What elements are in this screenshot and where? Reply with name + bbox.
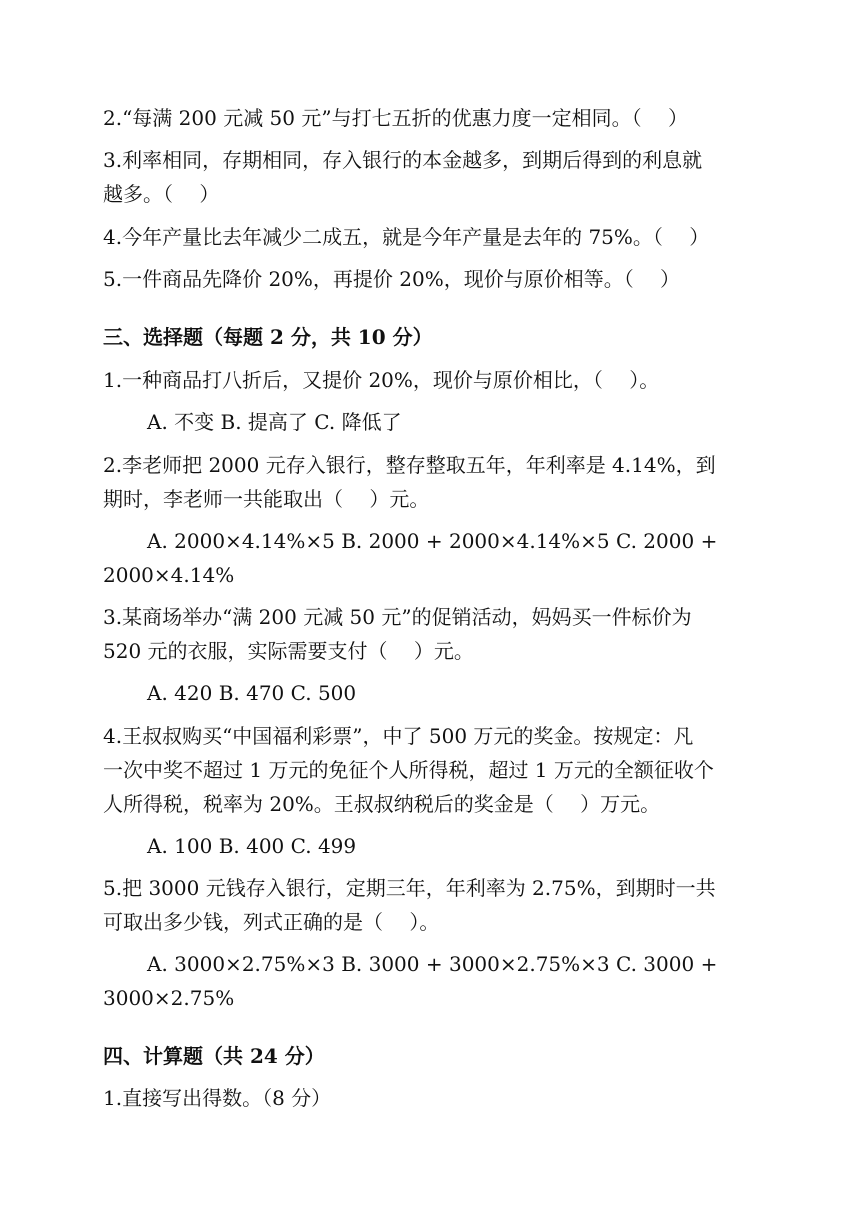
section-4-title: 四、计算题（共 24 分） (103, 1044, 325, 1068)
choice-question-4-line-2: 一次中奖不超过 1 万元的免征个人所得税，超过 1 万元的全额征收个 (103, 758, 714, 782)
judgement-question-4: 4.今年产量比去年减少二成五，就是今年产量是去年的 75%。（ ） (103, 225, 710, 249)
choice-question-2-options-line-1: A. 2000×4.14%×5 B. 2000 + 2000×4.14%×5 C. 2000 + (147, 529, 718, 553)
choice-question-4-line-1: 4.王叔叔购买“中国福利彩票”，中了 500 万元的奖金。按规定：凡 (103, 724, 694, 748)
section-3-title: 三、选择题（每题 2 分，共 10 分） (103, 325, 433, 349)
choice-question-2-line-2: 期时，李老师一共能取出（ ）元。 (103, 487, 430, 511)
choice-question-4-options: A. 100 B. 400 C. 499 (147, 834, 357, 858)
choice-question-2-line-1: 2.李老师把 2000 元存入银行，整存整取五年，年利率是 4.14%，到 (103, 453, 716, 477)
choice-question-3-line-1: 3.某商场举办“满 200 元减 50 元”的促销活动，妈妈买一件标价为 (103, 605, 692, 629)
judgement-question-3-line-1: 3.利率相同，存期相同，存入银行的本金越多，到期后得到的利息就 (103, 148, 703, 172)
choice-question-5-line-2: 可取出多少钱，列式正确的是（ ）。 (103, 910, 440, 934)
choice-question-5-options-line-1: A. 3000×2.75%×3 B. 3000 + 3000×2.75%×3 C. 3000 + (147, 952, 718, 976)
judgement-question-2: 2.“每满 200 元减 50 元”与打七五折的优惠力度一定相同。（ ） (103, 106, 688, 130)
judgement-question-3-line-2: 越多。（ ） (103, 182, 220, 206)
choice-question-2-options-line-2: 2000×4.14% (103, 563, 235, 587)
choice-question-1: 1.一种商品打八折后，又提价 20%，现价与原价相比，（ ）。 (103, 368, 660, 392)
choice-question-5-line-1: 5.把 3000 元钱存入银行，定期三年，年利率为 2.75%，到期时一共 (103, 876, 716, 900)
choice-question-3-line-2: 520 元的衣服，实际需要支付（ ）元。 (103, 639, 474, 663)
choice-question-1-options: A. 不变 B. 提高了 C. 降低了 (147, 410, 402, 434)
calculation-question-1: 1.直接写出得数。（8 分） (103, 1086, 332, 1110)
choice-question-3-options: A. 420 B. 470 C. 500 (147, 681, 357, 705)
judgement-question-5: 5.一件商品先降价 20%，再提价 20%，现价与原价相等。（ ） (103, 267, 681, 291)
choice-question-4-line-3: 人所得税，税率为 20%。王叔叔纳税后的奖金是（ ）万元。 (103, 792, 661, 816)
choice-question-5-options-line-2: 3000×2.75% (103, 986, 235, 1010)
